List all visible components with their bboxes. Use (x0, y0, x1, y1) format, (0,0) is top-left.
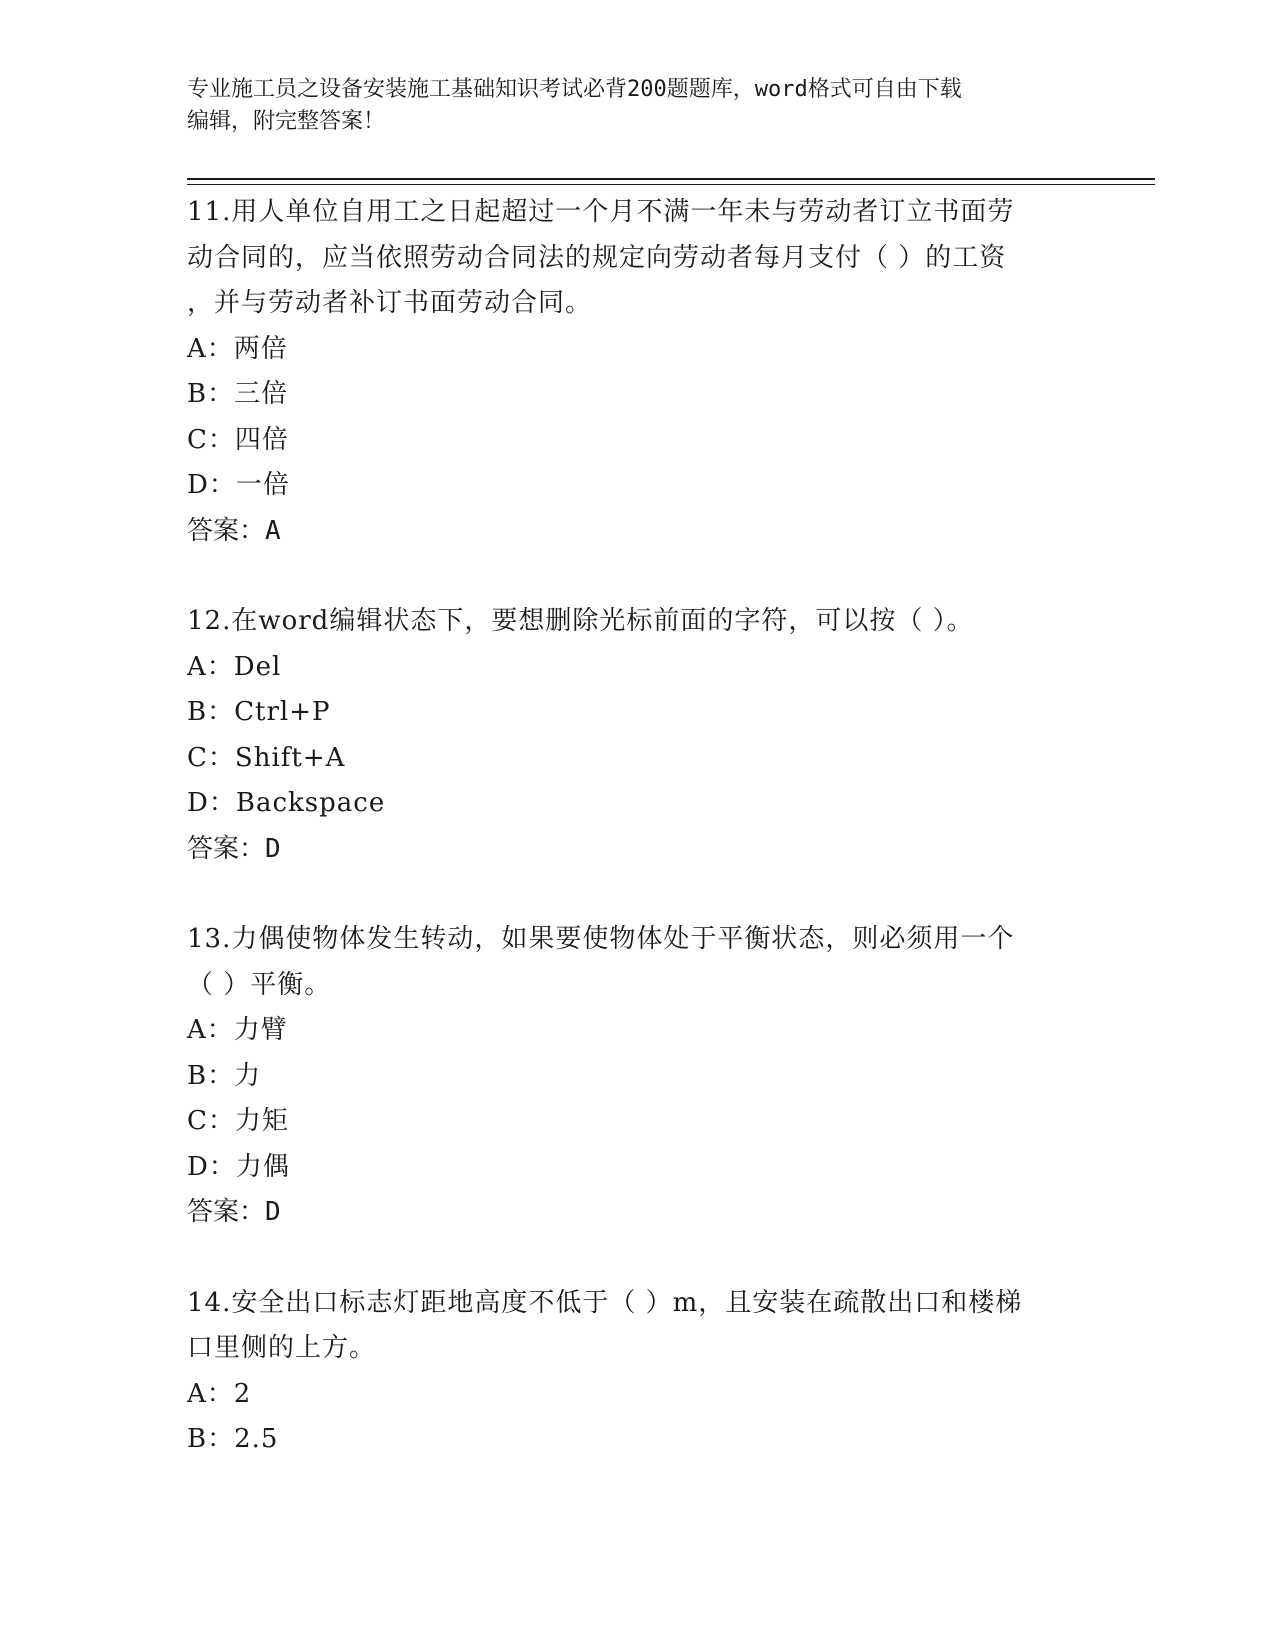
option-c: C：力矩 (187, 1106, 289, 1136)
question-stem-line: 11.用人单位自用工之日起超过一个月不满一年未与劳动者订立书面劳 (187, 197, 1015, 227)
option-b: B：力 (187, 1060, 262, 1091)
answer: 答案：D (187, 1197, 281, 1227)
question-11 (187, 190, 1087, 554)
question-spacer (187, 554, 1087, 599)
question-stem-line: 口里侧的上方。 (187, 1333, 377, 1363)
answer: 答案：D (187, 833, 281, 864)
option-c: C：Shift+A (187, 742, 346, 773)
question-stem-line: 14.安全出口标志灯距地高度不低于（ ）m，且安装在疏散出口和楼梯 (187, 1287, 1023, 1318)
option-d: D：一倍 (187, 470, 290, 500)
document-header (187, 74, 1087, 138)
header-line-2: 编辑，附完整答案！ (187, 109, 386, 134)
option-c: C：四倍 (187, 424, 289, 455)
header-divider-thick (187, 178, 1155, 180)
option-a: A：两倍 (187, 333, 288, 364)
option-b: B：三倍 (187, 379, 289, 409)
question-spacer (187, 1236, 1087, 1281)
option-d: D：力偶 (187, 1151, 290, 1182)
question-stem-line: 动合同的，应当依照劳动合同法的规定向劳动者每月支付（ ）的工资 (187, 242, 1007, 273)
option-b: B：Ctrl+P (187, 697, 331, 727)
option-a: A：2 (187, 1378, 252, 1409)
question-stem-line: 12.在word编辑状态下，要想删除光标前面的字符，可以按（ ）。 (187, 606, 974, 636)
header-line-1: 专业施工员之设备安装施工基础知识考试必背200题题库，word格式可自由下载 (187, 77, 962, 102)
question-13 (187, 917, 1087, 1236)
option-d: D：Backspace (187, 788, 386, 818)
option-b: B：2.5 (187, 1424, 279, 1454)
question-spacer (187, 872, 1087, 917)
answer: 答案：A (187, 515, 281, 546)
question-12 (187, 599, 1087, 872)
question-stem-line: ，并与劳动者补订书面劳动合同。 (187, 288, 593, 318)
header-divider-thin (187, 184, 1155, 185)
question-stem-line: 13.力偶使物体发生转动，如果要使物体处于平衡状态，则必须用一个 (187, 924, 1015, 954)
question-list (187, 190, 1087, 1463)
option-a: A：力臂 (187, 1015, 288, 1045)
option-a: A：Del (187, 651, 282, 682)
question-stem-line: （ ）平衡。 (187, 969, 332, 1000)
question-14 (187, 1281, 1087, 1463)
